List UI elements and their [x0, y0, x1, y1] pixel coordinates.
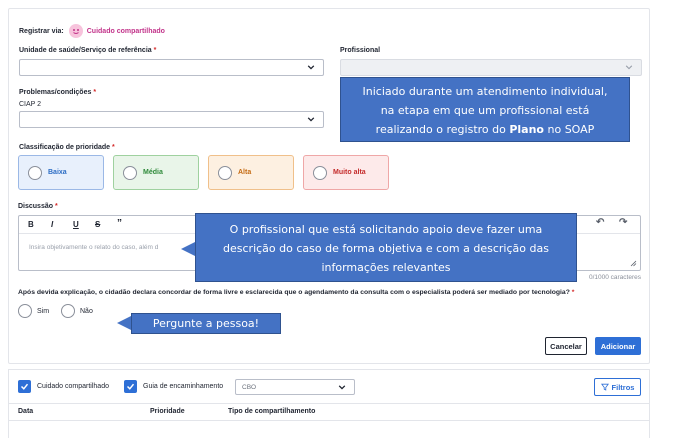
- callout-arrow-icon: [180, 241, 196, 257]
- priority-option-alta[interactable]: Alta: [208, 155, 294, 190]
- filter-icon: [601, 383, 609, 391]
- italic-button[interactable]: I: [51, 220, 54, 229]
- sim-label: Sim: [37, 307, 50, 315]
- chevron-down-icon: [625, 63, 633, 71]
- registrar-label: Registrar via:: [19, 27, 64, 35]
- callout-line: O profissional que está solicitando apoio deve fazer uma: [229, 223, 543, 236]
- radio-icon: [313, 166, 327, 180]
- list-divider: [8, 403, 650, 404]
- profissional-select[interactable]: [340, 59, 642, 76]
- discussao-label: Discussão *: [18, 203, 58, 210]
- cbo-placeholder: CBO: [242, 384, 257, 391]
- resize-handle-icon[interactable]: [630, 260, 637, 267]
- filter-cuidado-label: Cuidado compartilhado: [37, 383, 109, 390]
- bold-button[interactable]: B: [28, 220, 34, 229]
- priority-option-muito-alta[interactable]: Muito alta: [303, 155, 389, 190]
- chevron-down-icon: [307, 63, 315, 71]
- priority-option-baixa[interactable]: Baixa: [18, 155, 104, 190]
- filters-button[interactable]: [594, 378, 641, 396]
- consent-nao[interactable]: [61, 304, 93, 318]
- radio-icon: [61, 304, 75, 318]
- radio-icon: [28, 166, 42, 180]
- callout-line: descrição do caso de forma objetiva e com a descrição das: [223, 242, 549, 255]
- column-tipo: Tipo de compartilhamento: [228, 408, 316, 415]
- radio-icon: [18, 304, 32, 318]
- filters-label: Filtros: [611, 382, 635, 392]
- priority-option-media[interactable]: Média: [113, 155, 199, 190]
- registrar-via: [19, 24, 165, 38]
- filter-cuidado-checkbox[interactable]: [18, 380, 109, 393]
- callout-discussao: [195, 213, 577, 282]
- underline-button[interactable]: U: [73, 220, 79, 229]
- callout-line: na etapa em que um profissional está: [380, 104, 590, 117]
- classificacao-label: Classificação de prioridade *: [19, 144, 115, 151]
- cancel-button[interactable]: Cancelar: [545, 337, 587, 355]
- chevron-down-icon: [307, 115, 315, 123]
- ciap-label: CIAP 2: [19, 101, 42, 108]
- filter-guia-checkbox[interactable]: [124, 380, 223, 393]
- registrar-value: Cuidado compartilhado: [86, 27, 165, 35]
- callout-line: Iniciado durante um atendimento individual,: [362, 85, 608, 98]
- cbo-select[interactable]: [235, 379, 355, 395]
- callout-line: informações relevantes: [321, 261, 451, 274]
- profissional-label: Profissional: [340, 47, 381, 54]
- unidade-label: Unidade de saúde/Serviço de referência *: [19, 47, 157, 54]
- add-button[interactable]: Adicionar: [595, 337, 641, 355]
- undo-button[interactable]: ↶: [596, 217, 605, 228]
- callout-arrow-icon: [116, 315, 132, 331]
- checkbox-checked-icon: [124, 380, 137, 393]
- unidade-select[interactable]: [19, 59, 324, 76]
- radio-icon: [123, 166, 137, 180]
- editor-placeholder: Insira objetivamente o relato do caso, além d: [29, 244, 159, 251]
- chevron-down-icon: [338, 383, 346, 391]
- strikethrough-button[interactable]: S: [95, 220, 101, 229]
- radio-icon: [218, 166, 232, 180]
- char-counter: 0/1000 caracteres: [588, 274, 641, 281]
- checkbox-checked-icon: [18, 380, 31, 393]
- nao-label: Não: [80, 307, 93, 315]
- quote-button[interactable]: ”: [117, 218, 122, 229]
- shared-care-icon: [69, 24, 83, 38]
- callout-line: realizando o registro do Plano no SOAP: [375, 123, 595, 136]
- list-header-divider: [8, 420, 650, 421]
- consent-question: Após devida explicação, o cidadão declara concordar de forma livre e esclarecida que o agendamento da consulta com o especialista poderá ser mediado por tecnologia? *: [18, 289, 575, 296]
- column-prioridade: Prioridade: [150, 408, 185, 415]
- callout-consent: Pergunte a pessoa!: [131, 313, 281, 334]
- problemas-label: Problemas/condições *: [19, 89, 97, 96]
- column-data: Data: [18, 408, 34, 415]
- ciap-select[interactable]: [19, 111, 324, 128]
- redo-button[interactable]: ↷: [619, 217, 628, 228]
- filter-guia-label: Guia de encaminhamento: [143, 383, 224, 390]
- consent-sim[interactable]: [18, 304, 49, 318]
- callout-plano-soap: [340, 77, 630, 142]
